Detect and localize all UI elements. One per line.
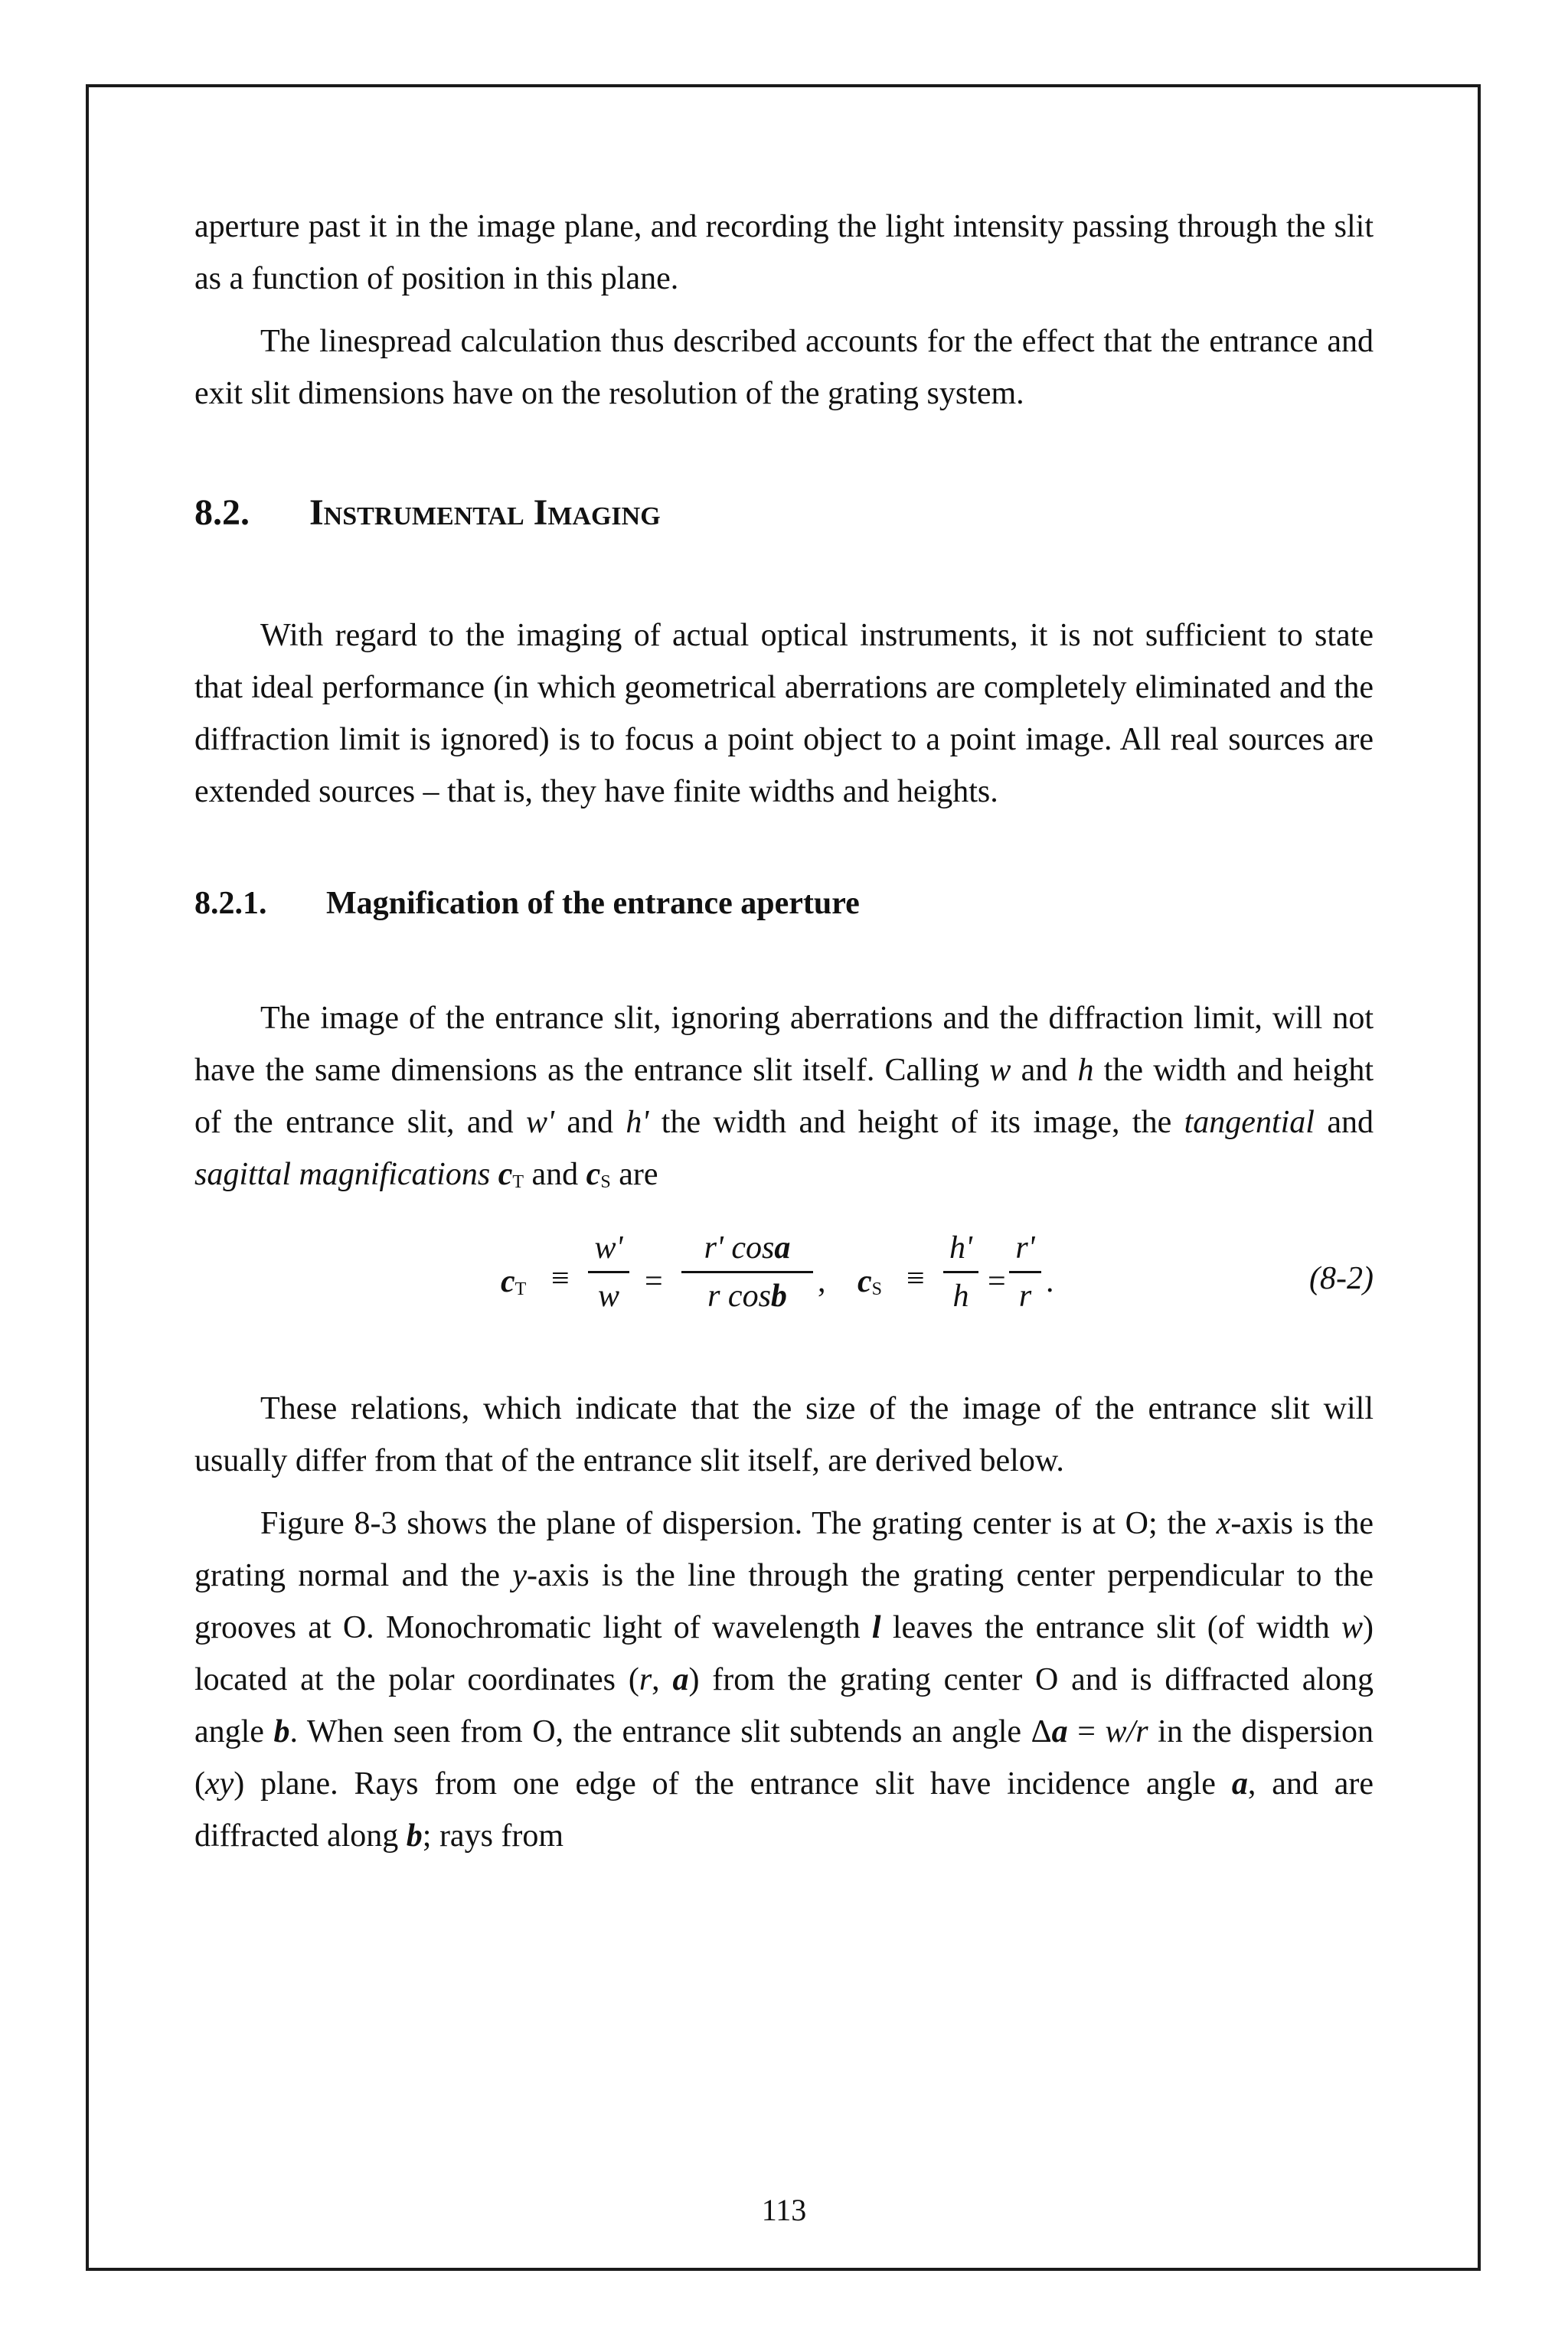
section-number: 8.2. xyxy=(194,492,250,533)
eq-equals-2: = xyxy=(988,1264,1006,1299)
eq-equiv-2: ≡ xyxy=(906,1261,925,1296)
paragraph-3: With regard to the imaging of actual optical instruments, it is not sufficient to state that ideal performance (in which geometrical aberrations are completely eliminated and the diffraction limit is ignored) is to focus a point object to a point image. All real sources are extended sources – that is, they have finite widths and heights. xyxy=(194,618,1374,809)
paragraph-5: These relations, which indicate that the size of the image of the entrance slit will usually differ from that of the entrance slit itself, are derived below. xyxy=(194,1391,1374,1478)
paragraph-1: aperture past it in the image plane, and recording the light intensity passing through the slit as a function of position in this plane. xyxy=(194,209,1374,296)
paragraph-6: Figure 8-3 shows the plane of dispersion. The grating center is at O; the x-axis is the grating normal and the y-axis is the line through the grating center perpendicular to the grooves at O. Monochromatic light of wavelength l leaves the entrance slit (of width w) located at the polar coordinates (r, a) from the grating center O and is diffracted along angle b. When seen from O, the entrance slit subtends an angle Δa = w/r in the dispersion (xy) plane. Rays from one edge of the entrance slit have incidence angle a, and are diffracted along b; rays from xyxy=(194,1506,1374,1854)
eq-comma: , xyxy=(818,1264,826,1299)
section-title: Instrumental Imaging xyxy=(309,492,661,533)
eq-cS: $c_S$ xyxy=(858,1264,883,1299)
equation-number: (8-2) xyxy=(1309,1261,1374,1296)
subsection-number: 8.2.1. xyxy=(194,886,267,921)
eq-fraction-r: r' r xyxy=(1009,1230,1041,1315)
eq-fraction-w: w' w xyxy=(588,1230,629,1315)
eq-fraction-cos: r' cosa r cosb xyxy=(681,1230,813,1315)
eq-cT: $c_T$ xyxy=(501,1264,527,1299)
equation-8-2 xyxy=(194,1230,1374,1337)
section-heading xyxy=(194,490,1374,536)
eq-equals-1: = xyxy=(645,1264,663,1299)
eq-fraction-h: h' h xyxy=(943,1230,978,1315)
eq-period: . xyxy=(1046,1264,1054,1299)
subsection-title: Magnification of the entrance aperture xyxy=(326,886,860,921)
eq-equiv-1: ≡ xyxy=(551,1261,570,1296)
page-number: 113 xyxy=(761,2193,807,2227)
paragraph-4: The image of the entrance slit, ignoring aberrations and the diffraction limit, will not have the same dimensions as the entrance slit itself. Calling w and h the width and height of the entrance slit, and w' and h' the width and height of its image, the tangential and sagittal magnifications $c_T$ and $c_S$ are xyxy=(194,1001,1374,1192)
subsection-heading xyxy=(194,882,1374,925)
paragraph-2: The linespread calculation thus described accounts for the effect that the entrance and exit slit dimensions have on the resolution of the grating system. xyxy=(194,324,1374,411)
page-content xyxy=(194,201,1374,1862)
